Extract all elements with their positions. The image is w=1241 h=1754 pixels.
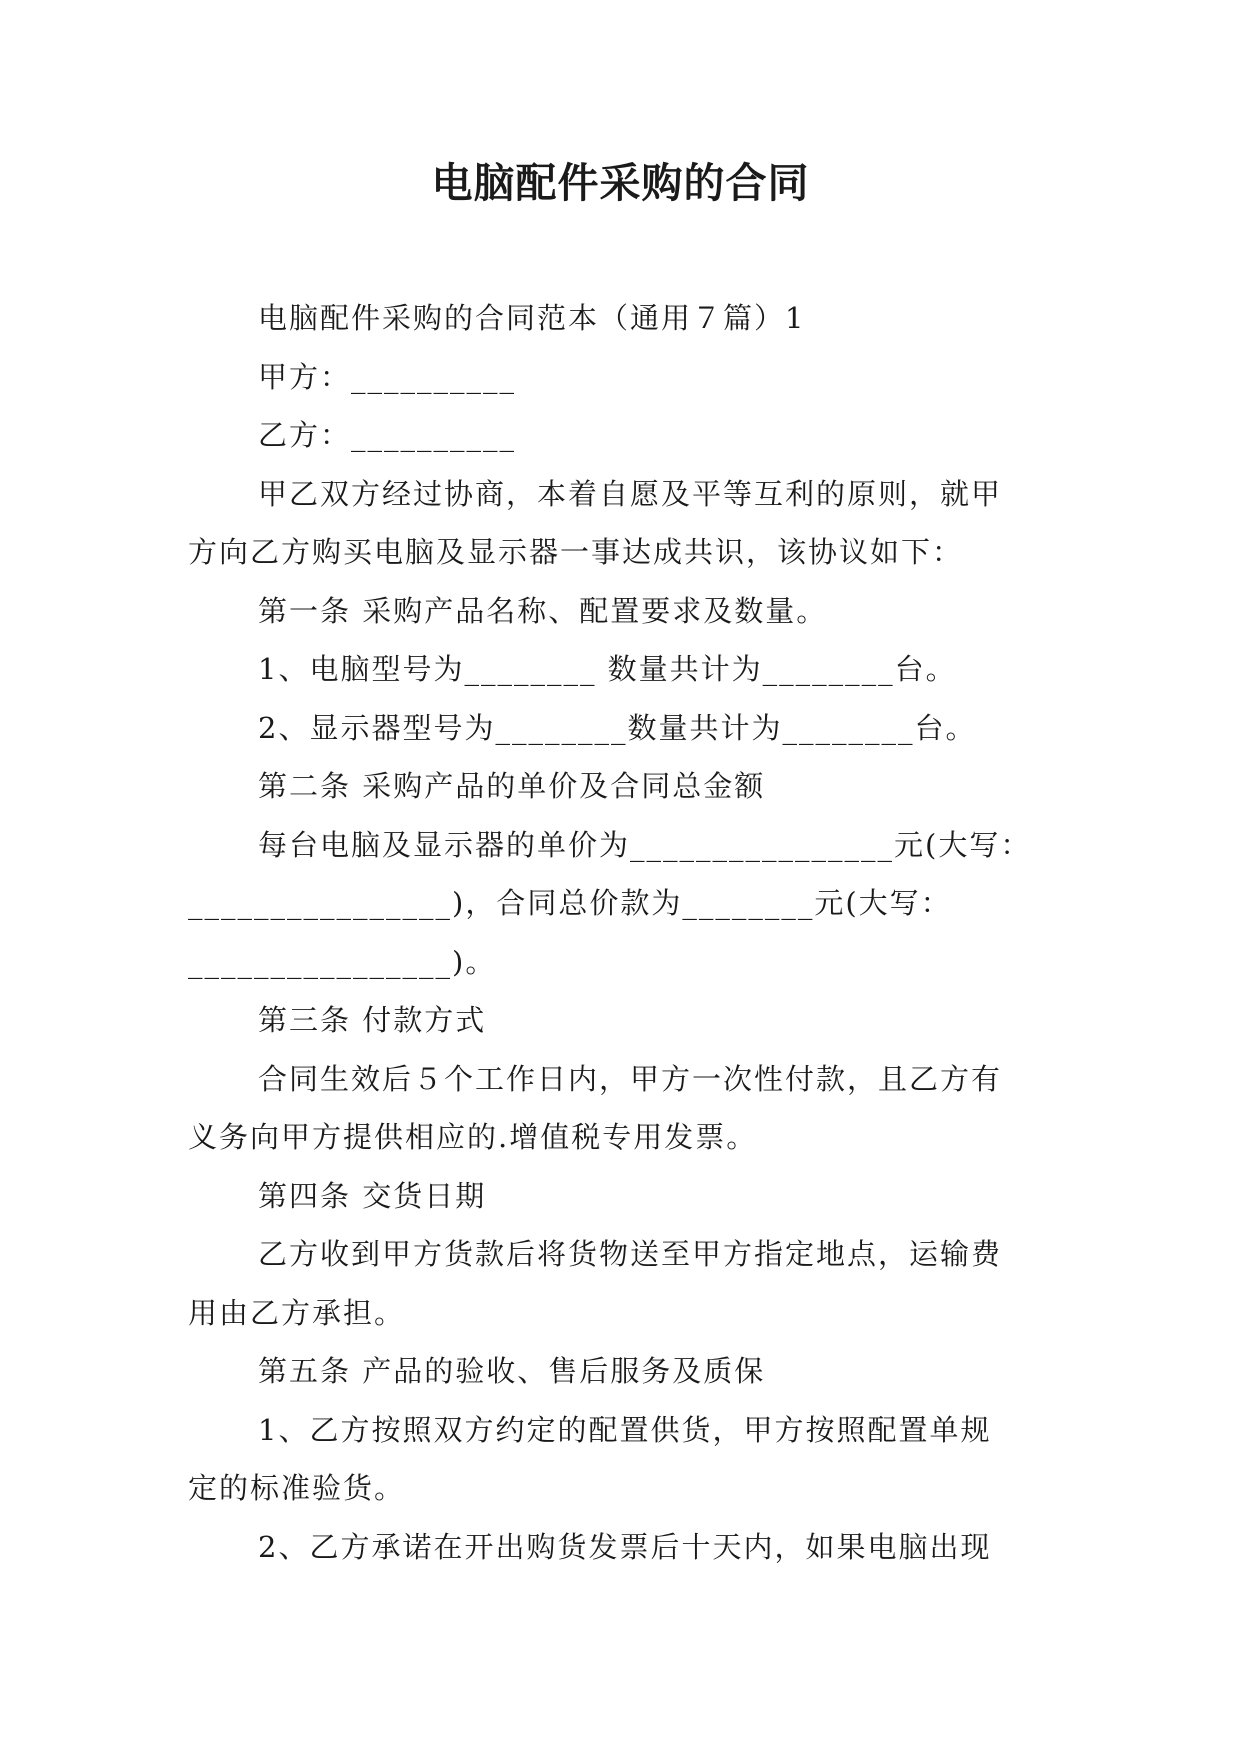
body-line: 第三条 付款方式: [258, 1003, 487, 1037]
body-line: 2、乙方承诺在开出购货发票后十天内，如果电脑出现: [258, 1529, 992, 1564]
body-line: 方向乙方购买电脑及显示器一事达成共识，该协议如下：: [188, 535, 964, 569]
body-line: 第一条 采购产品名称、配置要求及数量。: [258, 593, 828, 628]
body-line: 1、电脑型号为________ 数量共计为________台。: [258, 652, 957, 686]
body-line: 1、乙方按照双方约定的配置供货，甲方按照配置单规: [258, 1412, 992, 1447]
body-line: 合同生效后５个工作日内，甲方一次性付款，且乙方有: [258, 1061, 1003, 1096]
body-line: 定的标准验货。: [188, 1471, 406, 1505]
body-line: 用由乙方承担。: [188, 1295, 406, 1330]
body-line: 2、显示器型号为________数量共计为________台。: [258, 710, 977, 745]
body-line: 乙方：__________: [258, 418, 517, 452]
body-line: 义务向甲方提供相应的.增值税专用发票。: [188, 1120, 758, 1154]
body-line: 第四条 交货日期: [258, 1178, 487, 1213]
body-line: 甲乙双方经过协商，本着自愿及平等互利的原则，就甲: [258, 476, 1003, 511]
body-line: 电脑配件采购的合同范本（通用７篇）1: [258, 301, 806, 335]
body-line: ________________)。: [188, 944, 497, 979]
document-body: [188, 289, 1053, 1576]
body-line: 第五条 产品的验收、售后服务及质保: [258, 1354, 766, 1388]
body-line: ________________)，合同总价款为________元(大写：: [188, 886, 952, 920]
body-line: 甲方：__________: [258, 359, 517, 394]
document-title: 电脑配件采购的合同: [431, 159, 810, 207]
body-line: 第二条 采购产品的单价及合同总金额: [258, 769, 766, 803]
body-line: 乙方收到甲方货款后将货物送至甲方指定地点，运输费: [258, 1237, 1003, 1271]
body-line: 每台电脑及显示器的单价为________________元(大写：: [258, 827, 1032, 862]
